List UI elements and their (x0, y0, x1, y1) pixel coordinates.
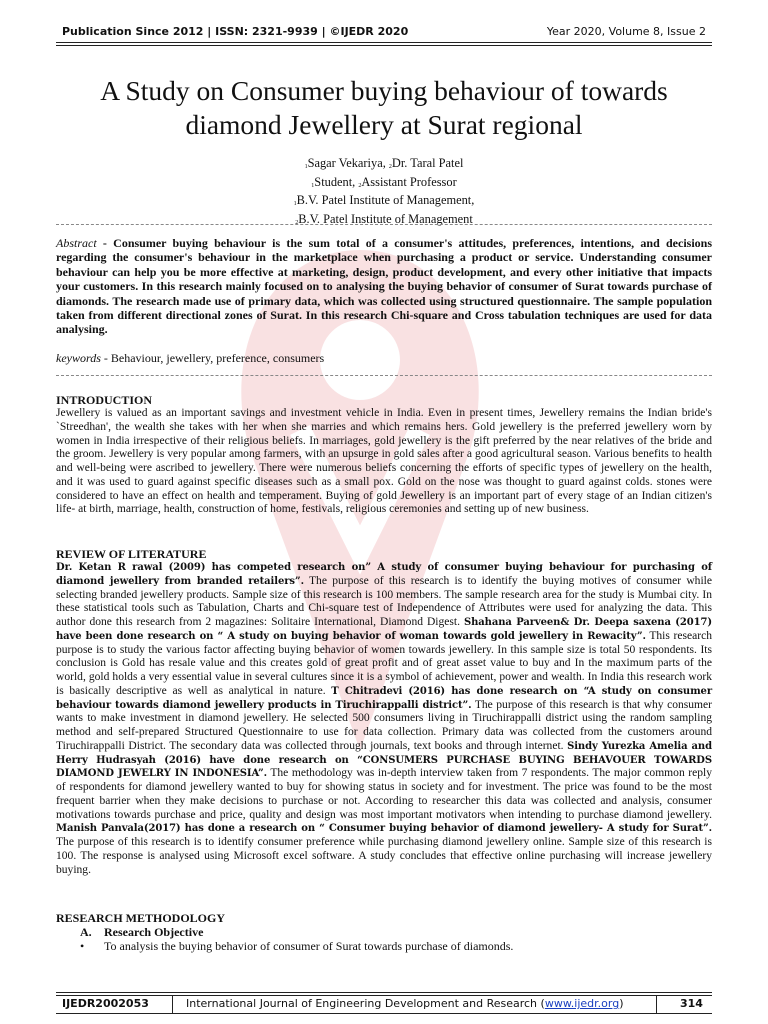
author-affiliation-1: $_1$B.V. Patel Institute of Management, (293, 193, 475, 207)
footer-separator (656, 995, 657, 1013)
review-citation-chitradevi: T Chitradevi (2016) has done research on “A study on consumer behaviour towards diamond jewellery products in Tiruchirappalli district”. (56, 685, 712, 711)
introduction-paragraph: Jewellery is valued as an important savings and investment vehicle in India. Even in present times, Jewellery remains the Indian bride's `Streedhan', the wealth she takes with her when she marries and which remains hers. Gold jewellery is the preferred jewellery worn by women in India irrespective of their religious beliefs. In marriages, gold jewellery is the gift preferred by the near relatives of the bride and the groom. Jewellery is very popular among farmers, with an upsurge in gold sales after a good agricultural season. Various benefits to health and well-being were ascribed to jewellery. There were numerous beliefs concerning the efforts of specific types of jewellery on the health, and it was used to guard against specific diseases such as a small pox. Gold on the nose was thought to guard against colds. stones were considered to have an effect on health and temperament. Buying of gold Jewellery is an important part of every stage of an Indian citizen's life- at birth, marriage, health, construction of home, festivals, religious ceremonies and setting up of new business. (56, 407, 712, 516)
abstract (56, 236, 712, 337)
research-objective-bullet: • To analysis the buying behavior of consumer of Surat towards purchase of diamonds. (80, 939, 514, 953)
author-roles: $_1$Student, $_2$Assistant Professor (311, 174, 457, 189)
footer-bottom-rule (56, 1013, 712, 1014)
review-paragraph: Dr. Ketan R rawal (2009) has competed research on” A study of consumer buying behaviour for purchasing of diamond jewellery from branded retailers”. The purpose of this research is to identify the buying motives of consumer while selecting branded jewellery products. Sample size of this research is 100 members. The sample research area for the study is Mumbai city. In these statistical tools such as Tabulation, Charts and Chi-square test of Independence of Attributes were used for analyzing the data. This author done this research from 2 magazines: Solitaire International, Diamond Digest. Shahana Parveen& Dr. Deepa saxena (2017) have been done research on “ A study on buying behavior of woman towards gold jewellery in Rewacity”. This research purpose is to study the various factor affecting buying behavior of women towards jewellery. In this sample size is total 50 respondents. Its conclusion is Gold has resale value and this creates gold of great profit and of great asset value to buy and In the maximum parts of the world, gold holds a very essential value in several cultures since it is a symbol of achievement, power and wealth. In India this research work is basically descriptive as well as analytical in nature. T Chitradevi (2016) has done research on “A study on consumer behaviour towards diamond jewellery products in Tiruchirappalli district”. The purpose of this research is that why consumer wants to make investment in diamond jewellery. He selected 500 consumers living in Tiruchirappalli district using the random sampling method and self-prepared Structured Questionnaire to use for data collection. Primary data was collected from the customers around Tiruchirappalli District. The secondary data was collected through journals, text books and through internet. Sindy Yurezka Amelia and Herry Hudrasyah (2016) have done research on “CONSUMERS PURCHASE BUYING BEHAVOUER TOWARDS DIAMOND JEWELRY IN INDONESIA”. The methodology was in-depth interview taken from 7 respondents. The major common reply of respondents for diamond jewellery wanted to buy for showing status in society and for investment. The price was found to be the most frequent barrier when they make decisions to purchase or not. According to researcher this data was collected and analysis, consumer motivations towards purchase and price, quality and design was most important motivators when intending to purchase diamond jewellery. Manish Panvala(2017) has done a research on “ Consumer buying behavior of diamond jewellery- A study for Surat”. The purpose of this research is to identify consumer preference while purchasing diamond jewellery online. Sample size of this research is 100. The response is analysed using Microsoft excel software. A study concludes that effective online purchasing will increase jewellery buying. (56, 562, 712, 876)
footer-rule (56, 992, 712, 993)
introduction-heading: INTRODUCTION (56, 393, 153, 407)
header-rule (56, 42, 712, 43)
review-citation-panvala: Manish Panvala(2017) has done a research on “ Consumer buying behavior of diamond jewellery- A study for Surat”. (56, 823, 712, 835)
header-rule-double (56, 45, 712, 46)
abstract-bottom-divider (56, 375, 712, 376)
keywords-text: - Behaviour, jewellery, preference, consumers (100, 351, 325, 365)
footer-paper-id: IJEDR2002053 (62, 997, 149, 1010)
review-heading: REVIEW OF LITERATURE (56, 547, 207, 561)
review-citation-parveen: Shahana Parveen& Dr. Deepa saxena (2017) have been done research on “ A study on buying behavior of woman towards gold jewellery in Rewacity”. (56, 617, 712, 642)
bullet-dot-icon: • (80, 939, 85, 953)
abstract-text: - Consumer buying behaviour is the sum total of a consumer's attitudes, preferences, intentions, and decisions regarding the consumer's behaviour in the marketplace when purchasing a product or service. Understanding consumer behaviour can help you be more effective at marketing, design, product development, and every other initiative that impacts your customers. In this research mainly focused on to analysing the buying behavior of consumer of Surat towards purchase of diamonds. The research made use of primary data, which was collected using structured questionnaire. The sample population taken from different directional zones of Surat. In this research Chi-square and Cross tabulation techniques are used for data analysing. (56, 236, 712, 337)
methodology-heading: RESEARCH METHODOLOGY (56, 911, 226, 925)
review-citation-amelia: Sindy Yurezka Amelia and Herry Hudrasyah (2016) have done research on “CONSUMERS PURCHASE BUYING BEHAVOUER TOWARDS DIAMOND JEWELRY IN INDONESIA”. (56, 740, 712, 780)
keywords-label: keywords (56, 351, 101, 365)
review-citation-rawal: Dr. Ketan R rawal (2009) has competed research on” A study of consumer buying behaviour for purchasing of diamond jewellery from branded retailers”. (56, 562, 712, 587)
footer-journal: International Journal of Engineering Development and Research (www.ijedr.org) (186, 997, 624, 1010)
research-objective-subheading: A. Research Objective (80, 925, 204, 939)
author-affiliation-2: $_2$B.V. Patel Institute of Management (295, 211, 473, 226)
journal-website-link[interactable]: www.ijedr.org (544, 997, 620, 1010)
footer-separator (172, 995, 173, 1013)
paper-title-line-1: A Study on Consumer buying behaviour of towards (100, 75, 668, 106)
author-names: $_1$Sagar Vekariya, $_2$Dr. Taral Patel (304, 156, 464, 170)
keywords (56, 351, 712, 365)
abstract-top-divider (56, 224, 712, 225)
paper-title-line-2: diamond Jewellery at Surat regional (185, 109, 583, 140)
running-header-publication: Publication Since 2012 | ISSN: 2321-9939 | ©IJEDR 2020 (62, 25, 409, 38)
running-header-volume: Year 2020, Volume 8, Issue 2 (546, 25, 706, 38)
abstract-label: Abstract (56, 236, 97, 250)
paper-title (50, 74, 718, 142)
author-block (150, 156, 618, 230)
page-number: 314 (680, 997, 703, 1010)
